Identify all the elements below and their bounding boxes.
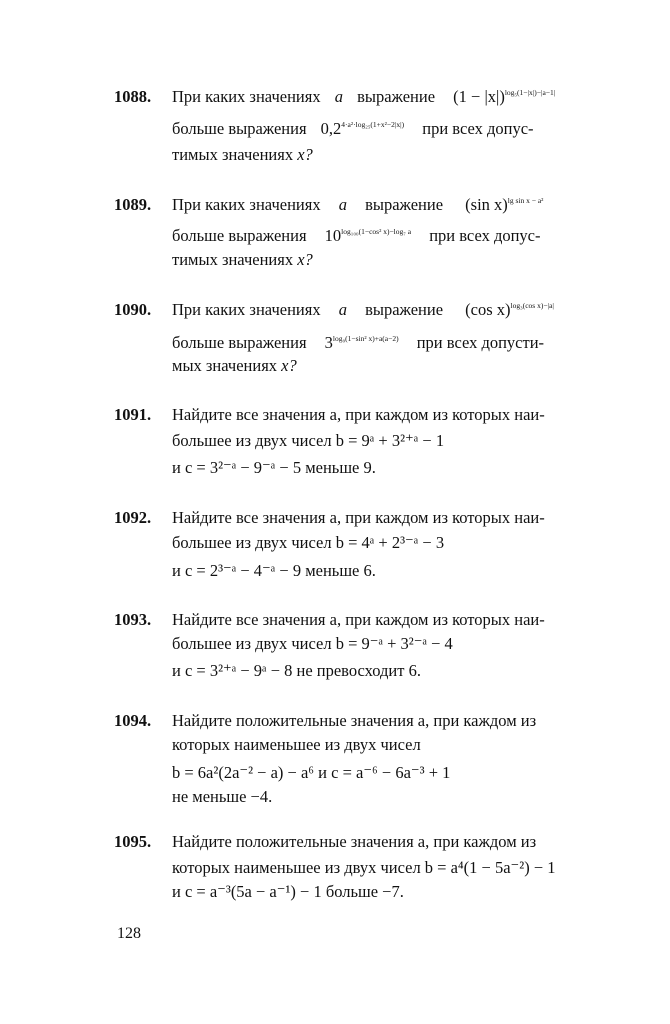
problem-line: b = 6a²(2a⁻² − a) − a⁶ и c = a⁻⁶ − 6a⁻³ + 1	[172, 763, 451, 782]
math-expression: (sin x)	[465, 195, 508, 214]
problem-line: тимых значениях x?	[172, 250, 313, 269]
math-expression: (1 − |x|)	[453, 87, 505, 106]
problem-line: Найдите положительные значения a, при каждом из	[172, 832, 537, 851]
problem-line: и c = a⁻³(5a − a⁻¹) − 1 больше −7.	[172, 882, 404, 901]
math-expression: 3	[324, 333, 333, 352]
problem-line: При каких значениях a выражение (cos x)$^{log_3(cos x)-|a|}$	[172, 300, 554, 319]
problem-number: 1090.	[114, 300, 152, 319]
problem-line: и c = 2³⁻ᵃ − 4⁻ᵃ − 9 меньше 6.	[172, 561, 376, 580]
problem-line: и c = 3²⁻ᵃ − 9⁻ᵃ − 5 меньше 9.	[172, 458, 376, 477]
problem-line: тимых значениях x?	[172, 145, 313, 164]
problem-line: Найдите положительные значения a, при каждом из	[172, 711, 537, 730]
math-expression: 10	[324, 226, 342, 245]
problem-line: больше выражения $0,2^{4\cdot a^2\cdot log_{25}(1+x^2-2|x|)}$ при всех допус-	[172, 119, 534, 138]
math-exponent: log₅(1−|x|)−|a−1|	[504, 88, 556, 97]
problem-line: мых значениях x?	[172, 356, 297, 375]
problem-number: 1093.	[114, 610, 152, 629]
problem-number: 1091.	[114, 405, 152, 424]
problem-line: большее из двух чисел b = 9ᵃ + 3²⁺ᵃ − 1	[172, 431, 445, 450]
problem-line: не меньше −4.	[172, 787, 273, 806]
problem-line: и c = 3²⁺ᵃ − 9ᵃ − 8 не превосходит 6.	[172, 661, 421, 680]
problem-line: большее из двух чисел b = 9⁻ᵃ + 3²⁻ᵃ − 4	[172, 634, 453, 653]
problem-line: При каких значениях a выражение $(1 - |x|)^{log_5(1-|x|)-|a-1|}$	[172, 87, 556, 106]
problem-line: При каких значениях a выражение (sin x)$^{lg sin x - a^2}$	[172, 195, 544, 214]
problem-number: 1095.	[114, 832, 152, 851]
math-exponent: lg sin x − a²	[507, 196, 544, 205]
problem-line: больше выражения $10^{log_{100}(1-cos^2 x)-log_7 a}$ при всех допус-	[172, 226, 541, 245]
problem-number: 1092.	[114, 508, 152, 527]
problem-line: больше выражения $3^{log_9(1-sin^2 x)+a(a-2)}$ при всех допусти-	[172, 333, 545, 352]
problem-line: которых наименьшее из двух чисел b = a⁴(1 − 5a⁻²) − 1	[172, 858, 556, 877]
math-expression: 0,2	[320, 119, 342, 138]
math-expression: (cos x)	[465, 300, 511, 319]
math-exponent: 4·a²·log₂₅(1+x²−2|x|)	[341, 120, 405, 129]
problem-line: большее из двух чисел b = 4ᵃ + 2³⁻ᵃ − 3	[172, 533, 445, 552]
problem-line: Найдите все значения a, при каждом из которых наи-	[172, 508, 545, 527]
problem-number: 1088.	[114, 87, 152, 106]
math-exponent: log₃(cos x)−|a|	[510, 301, 554, 310]
problem-line: Найдите все значения a, при каждом из которых наи-	[172, 405, 545, 424]
problem-line: Найдите все значения a, при каждом из которых наи-	[172, 610, 545, 629]
math-exponent: log₉(1−sin² x)+a(a−2)	[332, 334, 399, 343]
problem-number: 1089.	[114, 195, 152, 214]
problem-line: которых наименьшее из двух чисел	[172, 735, 421, 754]
math-exponent: log₁₀₀(1−cos² x)−log₇ a	[341, 227, 412, 236]
problem-number: 1094.	[114, 711, 152, 730]
page-number: 128	[117, 925, 141, 942]
